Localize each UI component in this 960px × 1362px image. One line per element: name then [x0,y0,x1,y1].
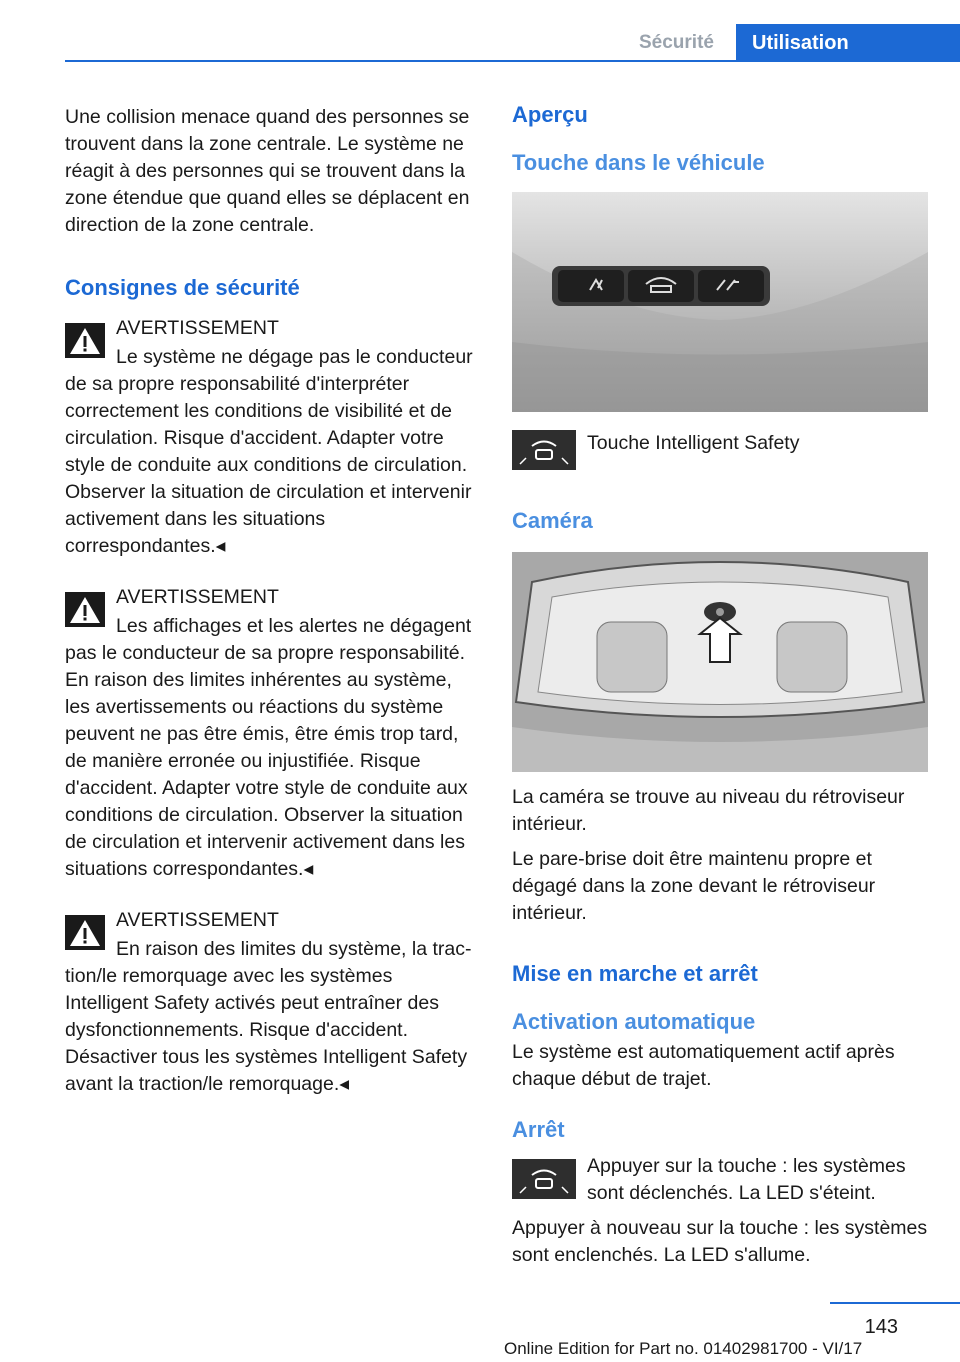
stop-text-1: Appuyer sur la touche : les systèmes sont déclenchés. La LED s'éteint. [587,1155,906,1204]
warning-block [65,315,480,560]
stop-text-2: Appuyer à nouveau sur la touche : les systèmes sont enclenchés. La LED s'allume. [512,1217,928,1266]
left-column [65,100,480,1098]
warning-text: de sa propre responsabilité d'interpréter correctement les conditions de visibilité et de circulation. Risque d'accident. Adapter votre style de conduite aux conditions de circulation. Observer la situation de circulation et intervenir activement dans les situations correspondantes.◂ [65,373,472,557]
warning-first-line: Le système ne dégage pas le conducteur [116,346,473,368]
warning-title: AVERTISSEMENT [116,317,279,339]
onoff-heading: Mise en marche et arrêt [512,961,758,986]
windshield-camera-photo [512,552,928,772]
auto-heading: Activation automatique [512,1009,756,1034]
warning-title: AVERTISSEMENT [116,586,279,608]
button-caption: Touche Intelligent Safety [587,432,800,454]
vehicle-button-heading: Touche dans le véhicule [512,150,765,175]
warning-triangle-icon [65,323,105,358]
warning-triangle-icon [65,915,105,950]
warning-text: pas le conducteur de sa propre responsabilité. En raison des limites inhérentes au système, les avertissements ou réactions du système peuvent ne pas être émis, être émis trop tard, de manière erronée ou injustifiée. Risque d'accident. Adapter votre style de conduite aux conditions de circulation. Observer la situation de circulation et intervenir activement dans les situations correspondantes.◂ [65,642,468,880]
warning-title: AVERTISSEMENT [116,909,279,931]
camera-text-1: La caméra se trouve au niveau du rétroviseur intérieur. [512,786,905,835]
camera-heading: Caméra [512,508,593,533]
overview-heading: Aperçu [512,102,588,127]
auto-text: Le système est automatiquement actif après chaque début de trajet. [512,1041,895,1090]
warning-triangle-icon [65,592,105,627]
footer-rule [830,1302,960,1304]
warning-first-line: En raison des limites du système, la trac- [116,938,472,960]
intelligent-safety-button-icon [512,1159,576,1199]
header-tab-utilisation[interactable]: Utilisation [736,24,960,62]
warning-block [65,584,480,883]
intelligent-safety-button-icon [512,430,576,470]
page-number: 143 [864,1316,898,1338]
warning-first-line: Les affichages et les alertes ne dégagent [116,615,472,637]
stop-legend [512,1153,928,1207]
header-tab-securite[interactable]: Sécurité [639,32,714,53]
stop-heading: Arrêt [512,1117,565,1142]
camera-text-2: Le pare-brise doit être maintenu propre et dégagé dans la zone devant le rétroviseur intérieur. [512,848,876,924]
intro-paragraph: Une collision menace quand des personnes se trouvent dans la zone centrale. Le système ne réagit à des personnes qui se trouvent dans la zone étendue que quand elles se déplacent en direction de la zone centrale. [65,106,470,236]
right-column [512,100,928,1269]
header-rule [65,60,960,62]
roof-console-photo [512,192,928,412]
button-legend [512,430,928,474]
warning-text: tion/le remorquage avec les systèmes Intelligent Safety activés peut entraîner des dysfonctionnements. Risque d'accident. Désactiver tous les systèmes Intelligent Safety avant la traction/le remorquage.◂ [65,965,468,1095]
warning-block [65,907,480,1098]
safety-heading: Consignes de sécurité [65,275,300,300]
edition-footer: Online Edition for Part no. 01402981700 - VI/17 [504,1339,863,1358]
